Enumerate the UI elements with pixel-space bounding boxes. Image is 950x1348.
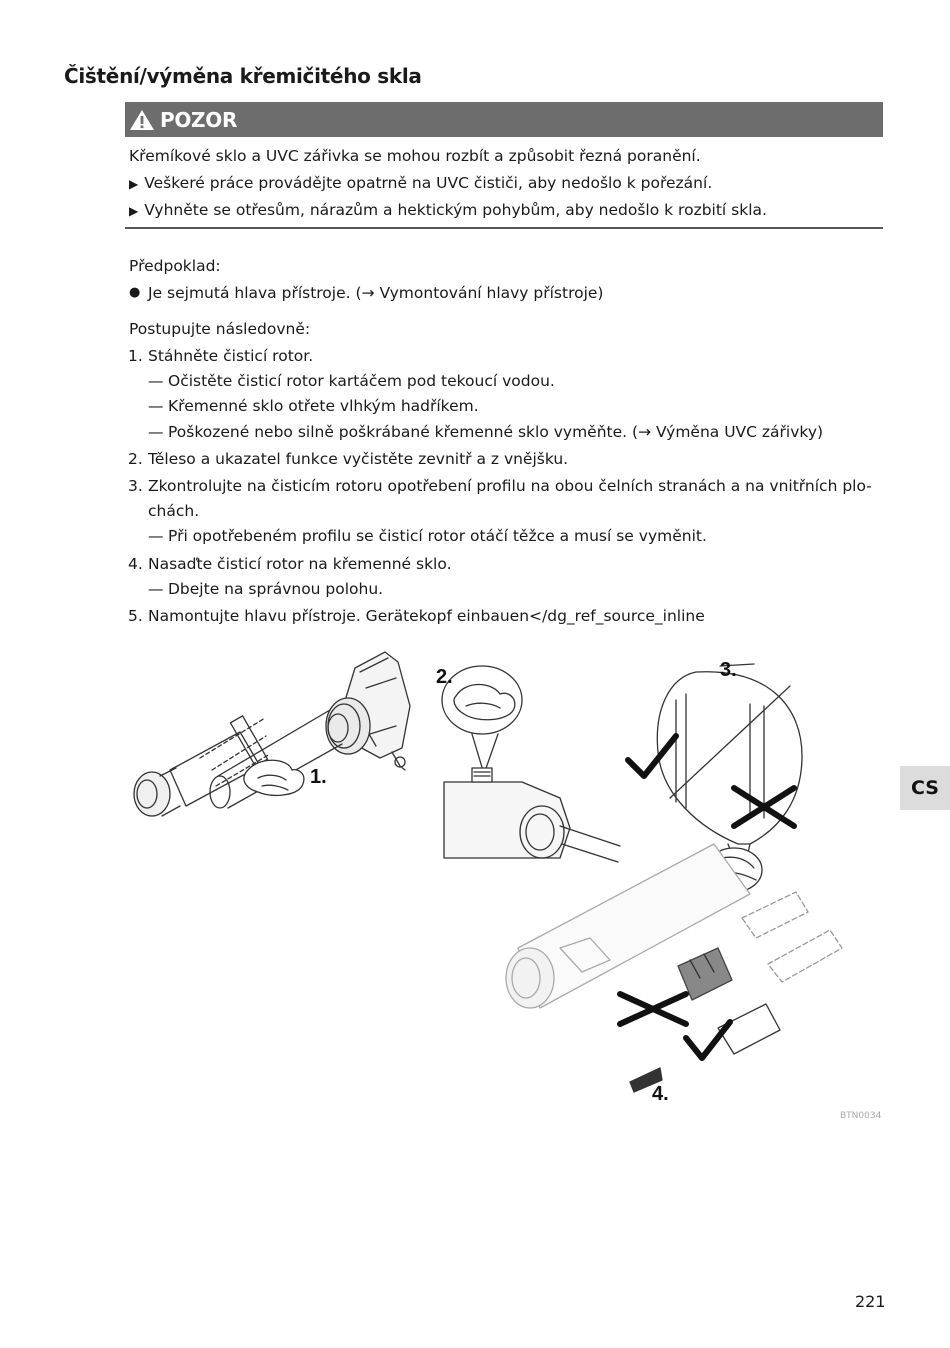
language-tab: CS: [900, 766, 950, 810]
substep-text: Poškozené nebo silně poškrábané křemenné sklo vyměňte. (→ Výměna UVC zářivky): [168, 423, 824, 441]
step-number: 2.: [128, 450, 143, 468]
step-number: 4.: [128, 555, 143, 573]
arrow-right-icon: ▶: [129, 177, 139, 191]
warning-divider: [125, 227, 883, 229]
dash-marker: —: [148, 527, 164, 545]
dash-marker: —: [148, 397, 164, 415]
procedure-label: Postupujte následovně:: [129, 320, 311, 338]
page-title: Čištění/výměna křemičitého skla: [64, 64, 422, 88]
page-number: 221: [855, 1292, 886, 1311]
step-text: Namontujte hlavu přístroje. Gerätekopf einbauen</dg_ref_source_inline: [148, 607, 705, 625]
step-text: Stáhněte čisticí rotor.: [148, 347, 314, 365]
step-text: Nasaďte čisticí rotor na křemenné sklo.: [148, 555, 452, 573]
step-text: Těleso a ukazatel funkce vyčistěte zevnitř a z vnějšku.: [148, 450, 569, 468]
figure-label-4: 4.: [652, 1083, 669, 1105]
cleaning-illustration: [130, 648, 882, 1126]
substep-text: Dbejte na správnou polohu.: [168, 580, 384, 598]
step-number: 3.: [128, 477, 143, 495]
substep-text: Křemenné sklo otřete vlhkým hadříkem.: [168, 397, 479, 415]
figure-label-3: 3.: [720, 659, 737, 681]
bullet-icon: ●: [129, 285, 141, 300]
figure-code: BTN0034: [840, 1111, 882, 1121]
warning-label: POZOR: [160, 107, 238, 132]
dash-marker: —: [148, 423, 164, 441]
substep-text: Při opotřebeném profilu se čisticí rotor otáčí těžce a musí se vyměnit.: [168, 527, 707, 545]
warning-text: Křemíkové sklo a UVC zářivka se mohou rozbít a způsobit řezná poranění.: [129, 147, 701, 165]
step-text: Zkontrolujte na čisticím rotoru opotřebení profilu na obou čelních stranách a na vnitřních plo-: [148, 477, 872, 495]
prerequisite-label: Předpoklad:: [129, 257, 221, 275]
warning-action: ▶ Vyhněte se otřesům, nárazům a hektickým pohybům, aby nedošlo k rozbití skla.: [129, 201, 767, 219]
figure-label-1: 1.: [310, 766, 327, 788]
substep-text: Očistěte čisticí rotor kartáčem pod tekoucí vodou.: [168, 372, 555, 390]
warning-body: [129, 145, 881, 226]
prerequisite-item: Je sejmutá hlava přístroje. (→ Vymontování hlavy přístroje): [148, 284, 604, 302]
dash-marker: —: [148, 580, 164, 598]
warning-action: ▶ Veškeré práce provádějte opatrně na UVC čističi, aby nedošlo k pořezání.: [129, 174, 713, 192]
warning-header: [125, 102, 883, 137]
step-number: 5.: [128, 607, 143, 625]
warning-triangle-icon: [129, 109, 155, 131]
dash-marker: —: [148, 372, 164, 390]
step-text-continued: chách.: [148, 502, 200, 520]
figure-label-2: 2.: [436, 666, 453, 688]
step-number: 1.: [128, 347, 143, 365]
arrow-right-icon: ▶: [129, 204, 139, 218]
